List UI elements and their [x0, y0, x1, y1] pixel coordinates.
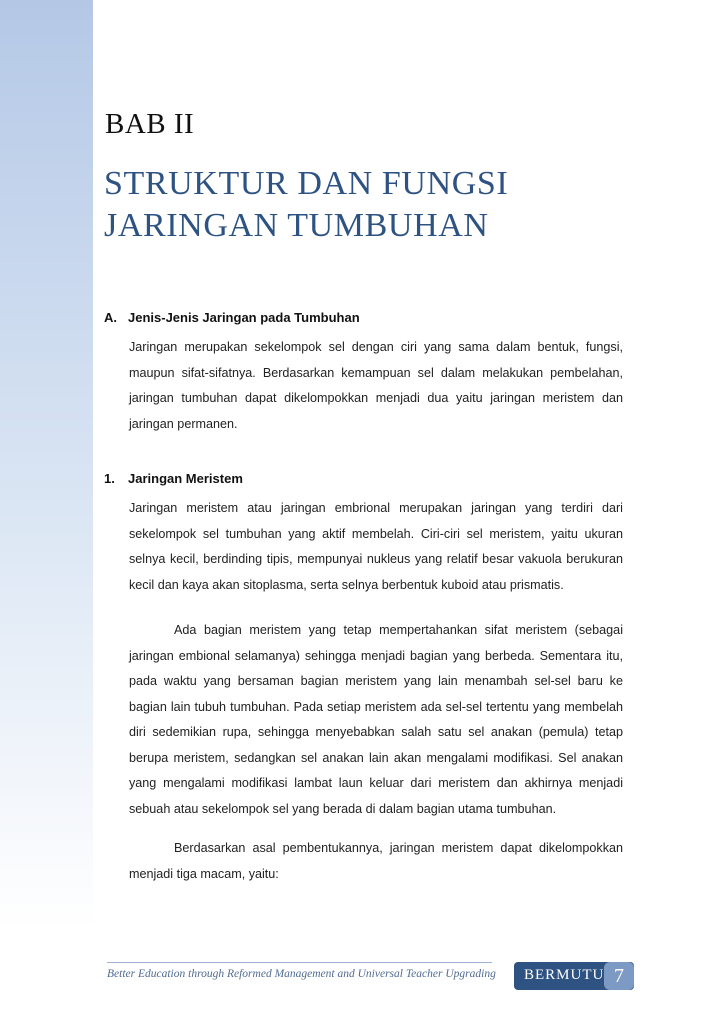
brand-name: BERMUTU	[524, 967, 605, 983]
chapter-label: BAB II	[105, 108, 195, 140]
footer-divider	[107, 962, 492, 963]
section-1-number: 1.	[104, 471, 115, 486]
section-1-paragraph-3: Berdasarkan asal pembentukannya, jaringan meristem dapat dikelompokkan menjadi tiga macam, yaitu:	[129, 841, 623, 881]
chapter-title-line-1: STRUKTUR DAN FUNGSI	[104, 165, 509, 202]
section-1-heading	[104, 471, 243, 486]
section-a-number: A.	[104, 310, 117, 325]
section-1-paragraph-1: Jaringan meristem atau jaringan embrional merupakan jaringan yang terdiri dari sekelompok sel tumbuhan yang aktif membelah. Ciri-ciri sel meristem, yaitu ukuran selnya kecil, berdinding tipis, mempunyai nukleus yang relatif besar vakuola berukuran kecil dan kaya akan sitoplasma, serta selnya berbentuk kuboid atau prismatis.	[129, 501, 623, 592]
footer-tagline: Better Education through Reformed Management and Universal Teacher Upgrading	[107, 968, 496, 980]
decorative-side-strip	[0, 0, 93, 930]
section-a-paragraph: Jaringan merupakan sekelompok sel dengan ciri yang sama dalam bentuk, fungsi, maupun sifat-sifatnya. Berdasarkan kemampuan sel dalam melakukan pembelahan, jaringan tumbuhan dapat dikelompokkan menjadi dua yaitu jaringan meristem dan jaringan permanen.	[129, 340, 623, 431]
section-1-paragraph-2: Ada bagian meristem yang tetap mempertahankan sifat meristem (sebagai jaringan embional selamanya) sehingga menjadi bagian yang berbeda. Sementara itu, pada waktu yang bersaman bagian meristem yang lain menambah sel-sel baru ke bagian lain tubuh tumbuhan. Pada setiap meristem ada sel-sel tertentu yang membelah diri sedemikian rupa, sehingga menyebabkan salah satu sel anakan (pemula) tetap berupa meristem, sedangkan sel anakan lain akan mengalami modifikasi. Sel anakan yang mengalami modifikasi lambat laun keluar dari meristem dan akhirnya menjadi sebuah atau sekelompok sel yang berada di dalam bagian utama tumbuhan.	[129, 623, 623, 816]
section-a-heading-text: Jenis-Jenis Jaringan pada Tumbuhan	[128, 310, 360, 325]
page-number: 7	[604, 962, 634, 990]
section-a-heading	[104, 310, 360, 325]
section-1-heading-text: Jaringan Meristem	[128, 471, 243, 486]
chapter-title	[104, 163, 664, 247]
chapter-title-line-2: JARINGAN TUMBUHAN	[104, 207, 489, 244]
